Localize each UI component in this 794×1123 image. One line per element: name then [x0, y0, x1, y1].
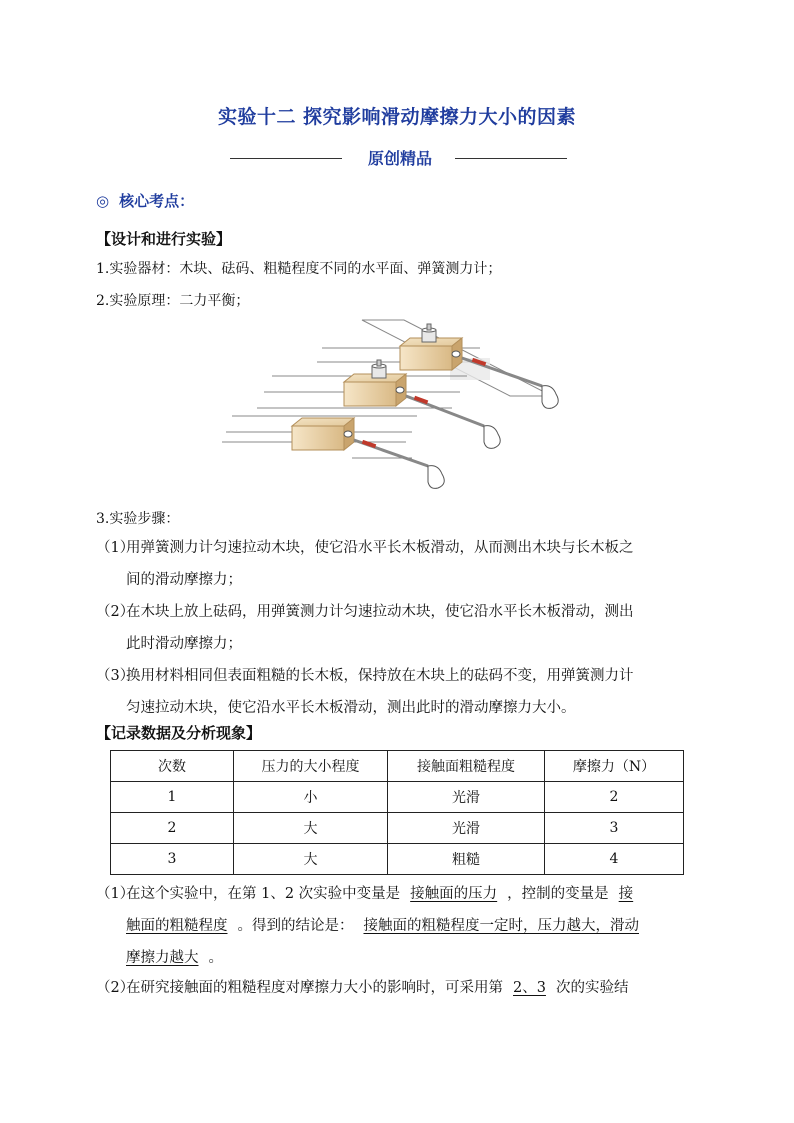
- step-2-number: （2）: [96, 604, 135, 620]
- step-1-line1: 用弹簧测力计匀速拉动木块，使它沿水平长木板滑动，从而测出木块与长木板之: [126, 540, 634, 556]
- step-2-line1: 在木块上放上砝码，用弹簧测力计匀速拉动木块，使它沿水平长木板滑动，测出: [126, 604, 634, 620]
- table-row: [111, 813, 684, 844]
- table-cell: 4: [545, 844, 684, 875]
- step-3-line2: 匀速拉动木块，使它沿水平长木板滑动，测出此时的滑动摩擦力大小。: [126, 700, 576, 716]
- record-heading: 【记录数据及分析现象】: [96, 724, 262, 742]
- q1-answer-conclusion-end: 摩擦力越大: [126, 950, 199, 966]
- question-2-number: （2）: [96, 980, 135, 996]
- document-title: 实验十二 探究影响滑动摩擦力大小的因素: [217, 106, 577, 128]
- subtitle-row: [0, 146, 794, 170]
- table-cell: 光滑: [388, 782, 545, 813]
- table-cell: 光滑: [388, 813, 545, 844]
- step-1-line2: 间的滑动摩擦力；: [126, 572, 242, 588]
- table-cell: 3: [111, 844, 234, 875]
- experiment-illustration: [222, 318, 582, 490]
- table-header-row: [111, 751, 684, 782]
- q2-answer-trials: 2、3: [513, 980, 546, 996]
- q1-text-1: 在这个实验中，在第 1、2 次实验中变量是: [126, 886, 401, 902]
- divider-line-left: [230, 158, 342, 159]
- core-points-heading: [96, 190, 194, 211]
- q1-answer-variable: 接触面的压力: [410, 886, 498, 902]
- step-2-line2: 此时滑动摩擦力；: [126, 636, 242, 652]
- bullseye-icon: ◎: [96, 192, 110, 210]
- table-cell: 3: [545, 813, 684, 844]
- question-1-number: （1）: [96, 886, 135, 902]
- table-cell: 粗糙: [388, 844, 545, 875]
- step-1-number: （1）: [96, 540, 135, 556]
- table-cell: 1: [111, 782, 234, 813]
- step-2: [96, 596, 706, 660]
- q1-answer-controlled-start: 接: [618, 886, 634, 902]
- q1-answer-controlled-end: 触面的粗糙程度: [126, 918, 228, 934]
- core-points-label: 核心考点：: [119, 192, 195, 210]
- wood-block-2: [344, 360, 406, 406]
- table-header: 摩擦力（N）: [545, 751, 684, 782]
- equipment-line: 1.实验器材：木块、砝码、粗糙程度不同的水平面、弹簧测力计；: [96, 261, 502, 277]
- q1-text-3: 。得到的结论是：: [237, 918, 354, 934]
- wood-block-1: [292, 418, 354, 450]
- spring-scale-2: [406, 396, 500, 449]
- table-cell: 大: [234, 844, 388, 875]
- question-1: [96, 878, 706, 974]
- q1-answer-conclusion-start: 接触面的粗糙程度一定时，压力越大，滑动: [363, 918, 639, 934]
- table-cell: 大: [234, 813, 388, 844]
- step-3: [96, 660, 706, 724]
- table-header: 压力的大小程度: [234, 751, 388, 782]
- design-heading: 【设计和进行实验】: [96, 230, 232, 248]
- step-1: [96, 532, 706, 596]
- steps-heading: 3.实验步骤：: [96, 511, 180, 527]
- spring-scale-1: [354, 440, 444, 489]
- step-3-line1: 换用材料相同但表面粗糙的长木板，保持放在木块上的砝码不变，用弹簧测力计: [126, 668, 634, 684]
- data-table: [110, 750, 684, 875]
- divider-line-right: [455, 158, 567, 159]
- question-2: [96, 972, 716, 1004]
- principle-line: 2.实验原理：二力平衡；: [96, 293, 250, 309]
- q1-text-2: ，控制的变量是: [507, 886, 609, 902]
- table-cell: 2: [545, 782, 684, 813]
- q2-text-2: 次的实验结: [555, 980, 629, 996]
- table-cell: 2: [111, 813, 234, 844]
- q2-text-1: 在研究接触面的粗糙程度对摩擦力大小的影响时，可采用第: [126, 980, 503, 996]
- table-row: [111, 782, 684, 813]
- table-header: 次数: [111, 751, 234, 782]
- step-3-number: （3）: [96, 668, 135, 684]
- subtitle: 原创精品: [367, 149, 432, 168]
- q1-text-4: 。: [208, 950, 223, 966]
- table-row: [111, 844, 684, 875]
- table-cell: 小: [234, 782, 388, 813]
- table-header: 接触面粗糙程度: [388, 751, 545, 782]
